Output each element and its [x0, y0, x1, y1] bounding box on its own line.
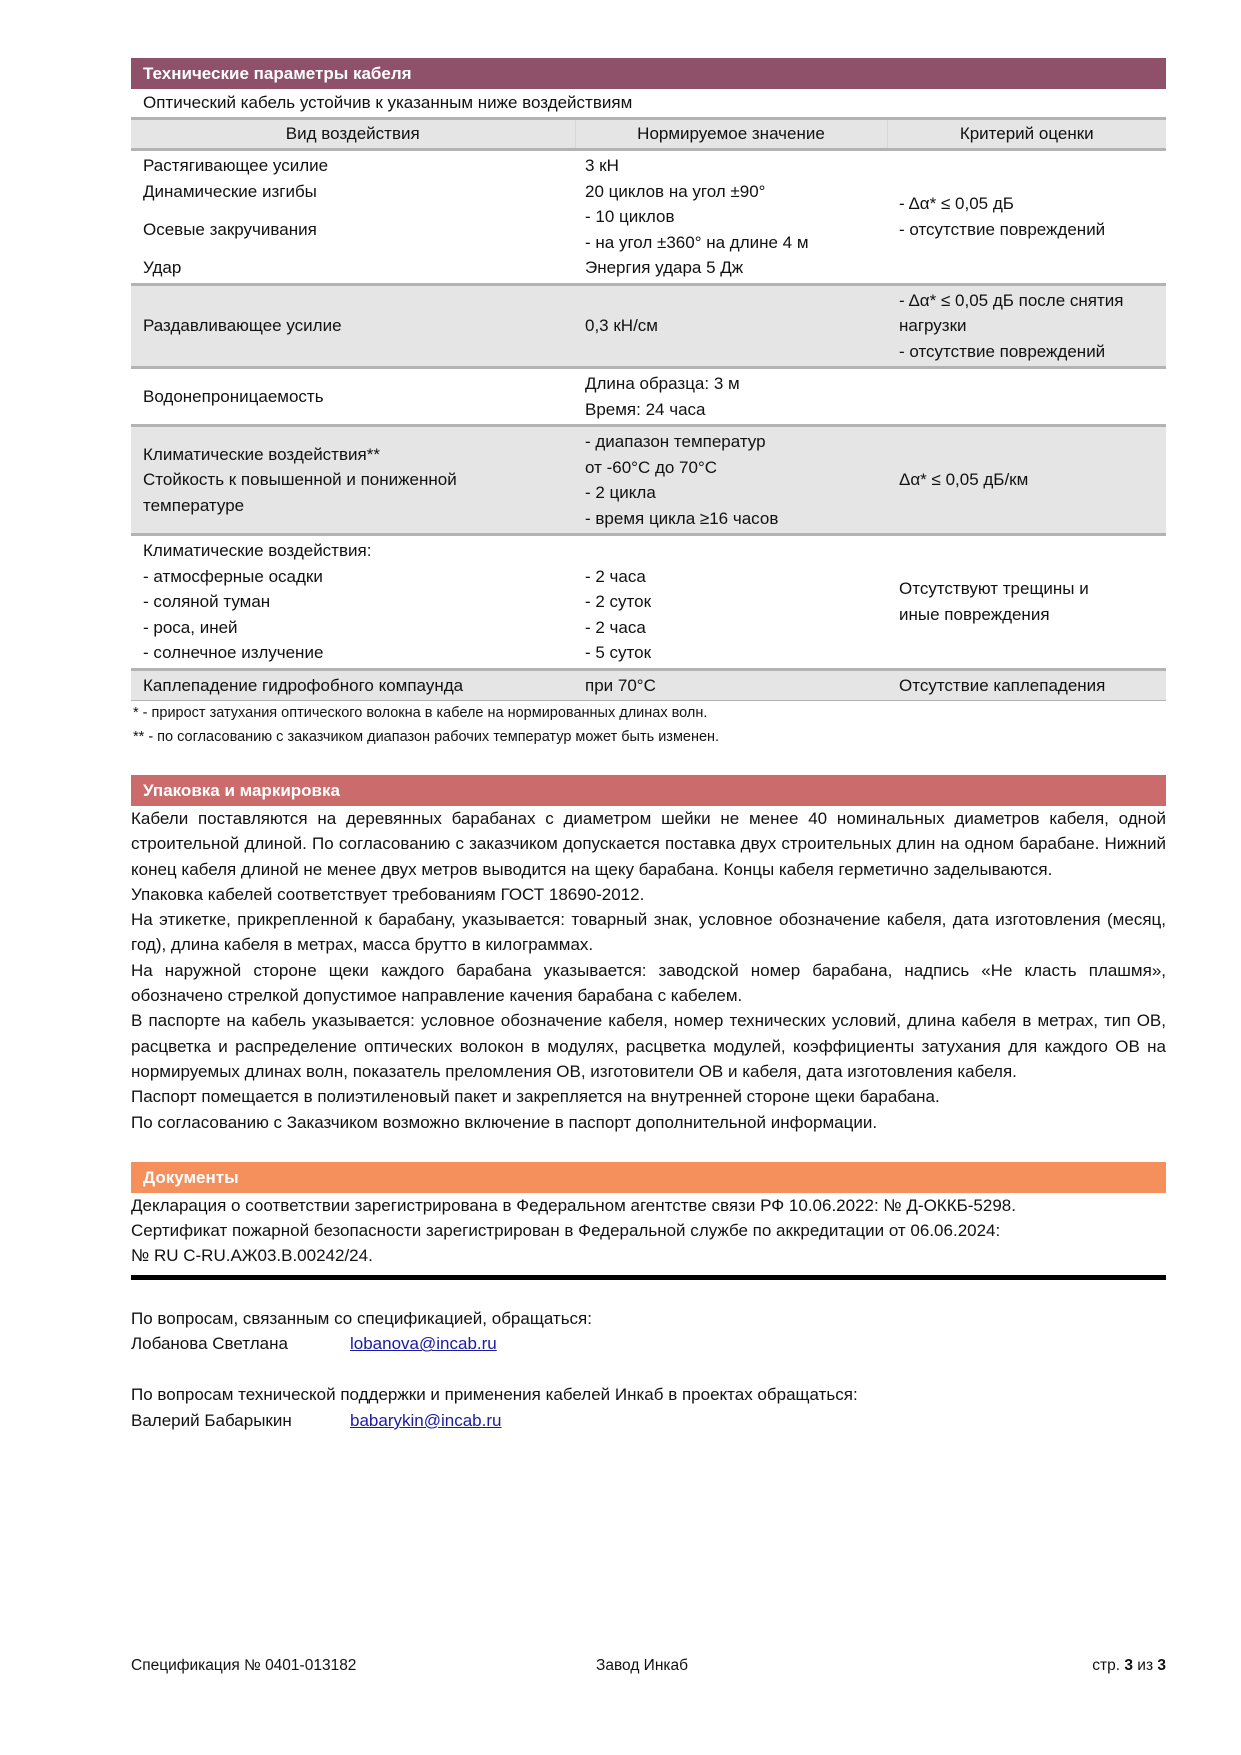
- criterion-cell: [887, 368, 1166, 426]
- value-cell: - диапазон температур от -60°С до 70°С - 2 цикла - время цикла ≥16 часов: [575, 426, 887, 535]
- table-row: [131, 669, 1166, 701]
- impact-cell: Водонепроницаемость: [131, 368, 575, 426]
- impact-cell: Каплепадение гидрофобного компаунда: [131, 669, 575, 701]
- packing-paragraph: Упаковка кабелей соответствует требованиям ГОСТ 18690-2012.: [131, 884, 645, 904]
- packing-paragraph: Кабели поставляются на деревянных барабанах с диаметром шейки не менее 40 номинальных диаметров кабеля, одной строительной длиной. По согласованию с заказчиком допускается поставка двух строительных длин на одном барабане. Нижний конец кабеля длиной не менее двух метров выводится на щеку барабана. Концы кабеля герметично заделываются.: [131, 809, 1166, 879]
- certificate-number: № RU C-RU.АЖ03.В.00242/24.: [131, 1246, 373, 1266]
- company-name: Завод Инкаб: [596, 1657, 688, 1674]
- packing-paragraph: На этикетке, прикрепленной к барабану, указывается: товарный знак, условное обозначение кабеля, дата изготовления (месяц, год), длина кабеля в метрах, масса брутто в килограммах.: [131, 910, 1166, 955]
- packing-paragraph: В паспорте на кабель указывается: условное обозначение кабеля, номер технических условий, длина кабеля в метрах, тип ОВ, расцветка и распределение оптических волокон в модулях, расцветка модулей, коэффициенты затухания для каждого ОВ на нормируемых длинах волн, показатель преломления ОВ, изготовители ОВ и кабеля, дата изготовления кабеля.: [131, 1011, 1166, 1081]
- table-row: [131, 368, 1166, 426]
- column-header-value: Нормируемое значение: [575, 120, 887, 150]
- contacts: [131, 1306, 1166, 1434]
- impact-cell: Климатические воздействия** Стойкость к повышенной и пониженной температуре: [131, 426, 575, 535]
- contact-row: [131, 1331, 1166, 1357]
- footnote-1: * - прирост затухания оптического волокна в кабеле на нормированных длинах волн.: [133, 705, 708, 721]
- parameters-table: [131, 120, 1166, 701]
- tech-subtitle: Оптический кабель устойчив к указанным ниже воздействиям: [131, 89, 1166, 120]
- contact-intro: По вопросам технической поддержки и применения кабелей Инкаб в проектах обращаться:: [131, 1385, 858, 1405]
- impact-cell: Растягивающее усилие Динамические изгибы Осевые закручивания Удар: [131, 150, 575, 285]
- contact-email-link[interactable]: lobanova@incab.ru: [350, 1334, 497, 1354]
- criterion-cell: Отсутствуют трещины и иные повреждения: [887, 535, 1166, 670]
- value-cell: 0,3 кН/см: [575, 284, 887, 368]
- contact-name: Валерий Бабарыкин: [131, 1410, 292, 1430]
- packing-paragraph: На наружной стороне щеки каждого барабана указывается: заводской номер барабана, надпись «Не класть плашмя», обозначено стрелкой допустимое направление качения барабана с кабелем.: [131, 960, 1166, 1006]
- value-cell: 3 кН 20 циклов на угол ±90° - 10 циклов - на угол ±360° на длине 4 м Энергия удара 5 Дж: [575, 150, 887, 285]
- value-cell: Длина образца: 3 м Время: 24 часа: [575, 368, 887, 426]
- certificate-line: Сертификат пожарной безопасности зарегистрирован в Федеральной службе по аккредитации от 06.06.2024:: [131, 1221, 1001, 1241]
- criterion-cell: - Δα* ≤ 0,05 дБ - отсутствие повреждений: [887, 150, 1166, 285]
- document-page: [131, 58, 1166, 1433]
- section-header-documents: Документы: [131, 1162, 1166, 1193]
- page-footer: [131, 1657, 1166, 1675]
- section-header-packing: Упаковка и маркировка: [131, 775, 1166, 806]
- table-row: [131, 150, 1166, 285]
- section-header-tech: Технические параметры кабеля: [131, 58, 1166, 89]
- declaration-line: Декларация о соответствии зарегистрирована в Федеральном агентстве связи РФ 10.06.2022: № Д-ОККБ-5298.: [131, 1195, 1016, 1215]
- packing-text: [131, 806, 1166, 1135]
- column-header-criterion: Критерий оценки: [887, 120, 1166, 150]
- criterion-cell: Δα* ≤ 0,05 дБ/км: [887, 426, 1166, 535]
- page-number: стр. 3 из 3: [1092, 1657, 1166, 1674]
- table-row: [131, 426, 1166, 535]
- packing-paragraph: По согласованию с Заказчиком возможно включение в паспорт дополнительной информации.: [131, 1112, 878, 1132]
- contact-name: Лобанова Светлана: [131, 1334, 288, 1354]
- table-row: [131, 284, 1166, 368]
- impact-cell: Климатические воздействия: - атмосферные осадки - соляной туман - роса, иней - солнечное излучение: [131, 535, 575, 670]
- footnote-2: ** - по согласованию с заказчиком диапазон рабочих температур может быть изменен.: [133, 729, 720, 745]
- value-cell: - 2 часа - 2 суток - 2 часа - 5 суток: [575, 535, 887, 670]
- criterion-cell: - Δα* ≤ 0,05 дБ после снятия нагрузки - отсутствие повреждений: [887, 284, 1166, 368]
- packing-paragraph: Паспорт помещается в полиэтиленовый пакет и закрепляется на внутренней стороне щеки барабана.: [131, 1087, 940, 1107]
- impact-cell: Раздавливающее усилие: [131, 284, 575, 368]
- criterion-cell: Отсутствие каплепадения: [887, 669, 1166, 701]
- spec-number: Спецификация № 0401-013182: [131, 1657, 357, 1674]
- documents-text: [131, 1193, 1166, 1269]
- table-header-row: [131, 120, 1166, 150]
- contact-email-link[interactable]: babarykin@incab.ru: [350, 1410, 502, 1430]
- contact-row: [131, 1408, 1166, 1434]
- value-cell: при 70°С: [575, 669, 887, 701]
- contact-intro: По вопросам, связанным со спецификацией, обращаться:: [131, 1308, 592, 1328]
- column-header-impact: Вид воздействия: [131, 120, 575, 150]
- table-row: [131, 535, 1166, 670]
- section-divider: [131, 1275, 1166, 1280]
